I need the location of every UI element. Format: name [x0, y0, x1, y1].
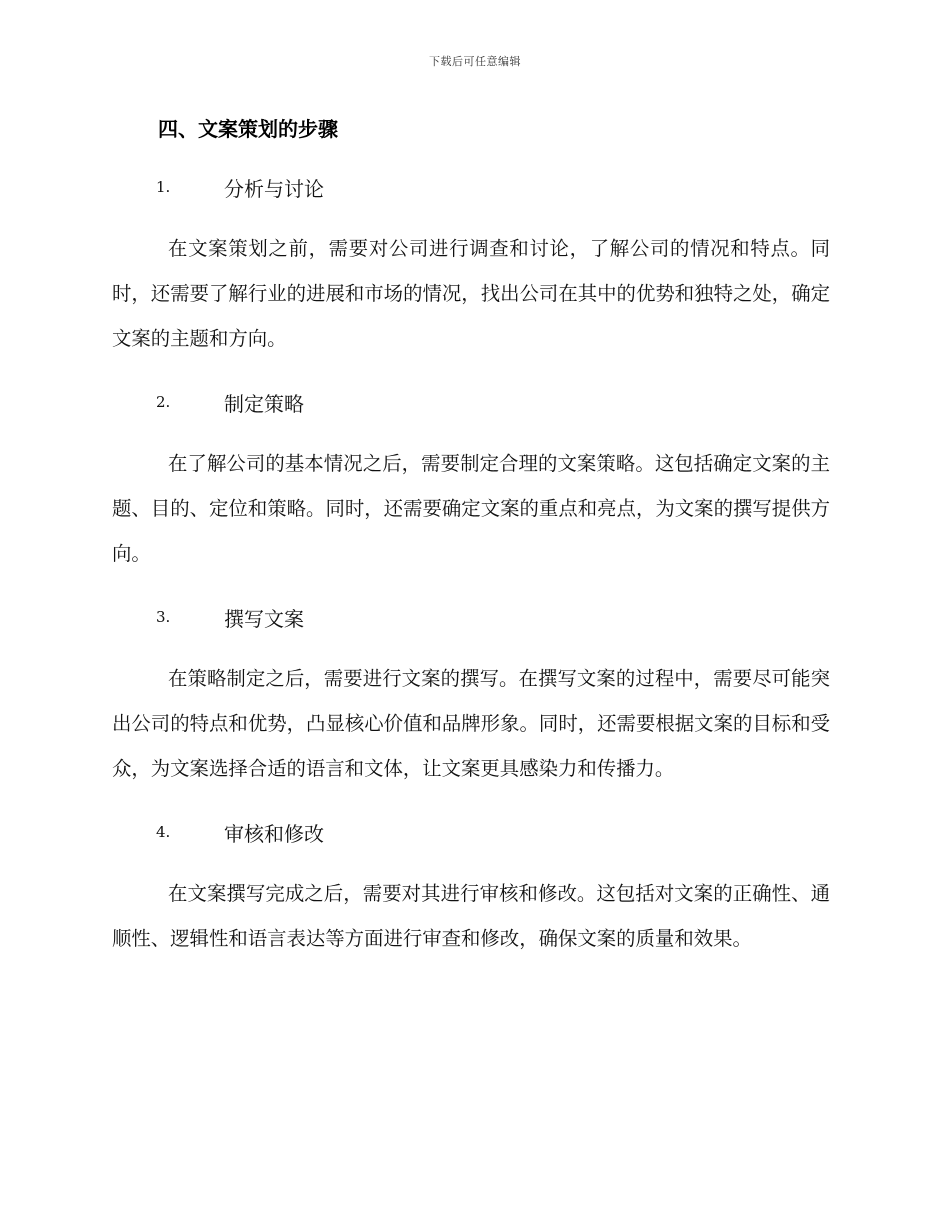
step-heading-2 — [112, 385, 830, 419]
step-paragraph-4: 在文案撰写完成之后，需要对其进行审核和修改。这包括对文案的正确性、通顺性、逻辑性和语言表达等方面进行审查和修改，确保文案的质量和效果。 — [112, 882, 830, 950]
step-number: 4. — [156, 823, 171, 841]
step-number: 3. — [156, 608, 171, 626]
step-number: 2. — [156, 393, 171, 411]
section-title: 四、文案策划的步骤 — [158, 117, 338, 141]
step-number: 1. — [156, 178, 171, 196]
step-heading-4 — [112, 815, 830, 849]
step-heading-3 — [112, 600, 830, 634]
step-paragraph-1: 在文案策划之前，需要对公司进行调查和讨论，了解公司的情况和特点。同时，还需要了解行业的进展和市场的情况，找出公司在其中的优势和独特之处，确定文案的主题和方向。 — [112, 237, 830, 350]
step-paragraph-3: 在策略制定之后，需要进行文案的撰写。在撰写文案的过程中，需要尽可能突出公司的特点和优势，凸显核心价值和品牌形象。同时，还需要根据文案的目标和受众，为文案选择合适的语言和文体，让文案更具感染力和传播力。 — [112, 667, 830, 780]
step-paragraph-2: 在了解公司的基本情况之后，需要制定合理的文案策略。这包括确定文案的主题、目的、定位和策略。同时，还需要确定文案的重点和亮点，为文案的撰写提供方向。 — [112, 452, 830, 565]
document-body — [112, 112, 830, 961]
step-title: 制定策略 — [224, 391, 304, 416]
step-heading-1 — [112, 170, 830, 204]
step-title: 撰写文案 — [224, 606, 304, 631]
step-title: 审核和修改 — [224, 821, 324, 846]
step-title: 分析与讨论 — [224, 176, 324, 201]
page-header: 下载后可任意编辑 — [429, 55, 521, 68]
